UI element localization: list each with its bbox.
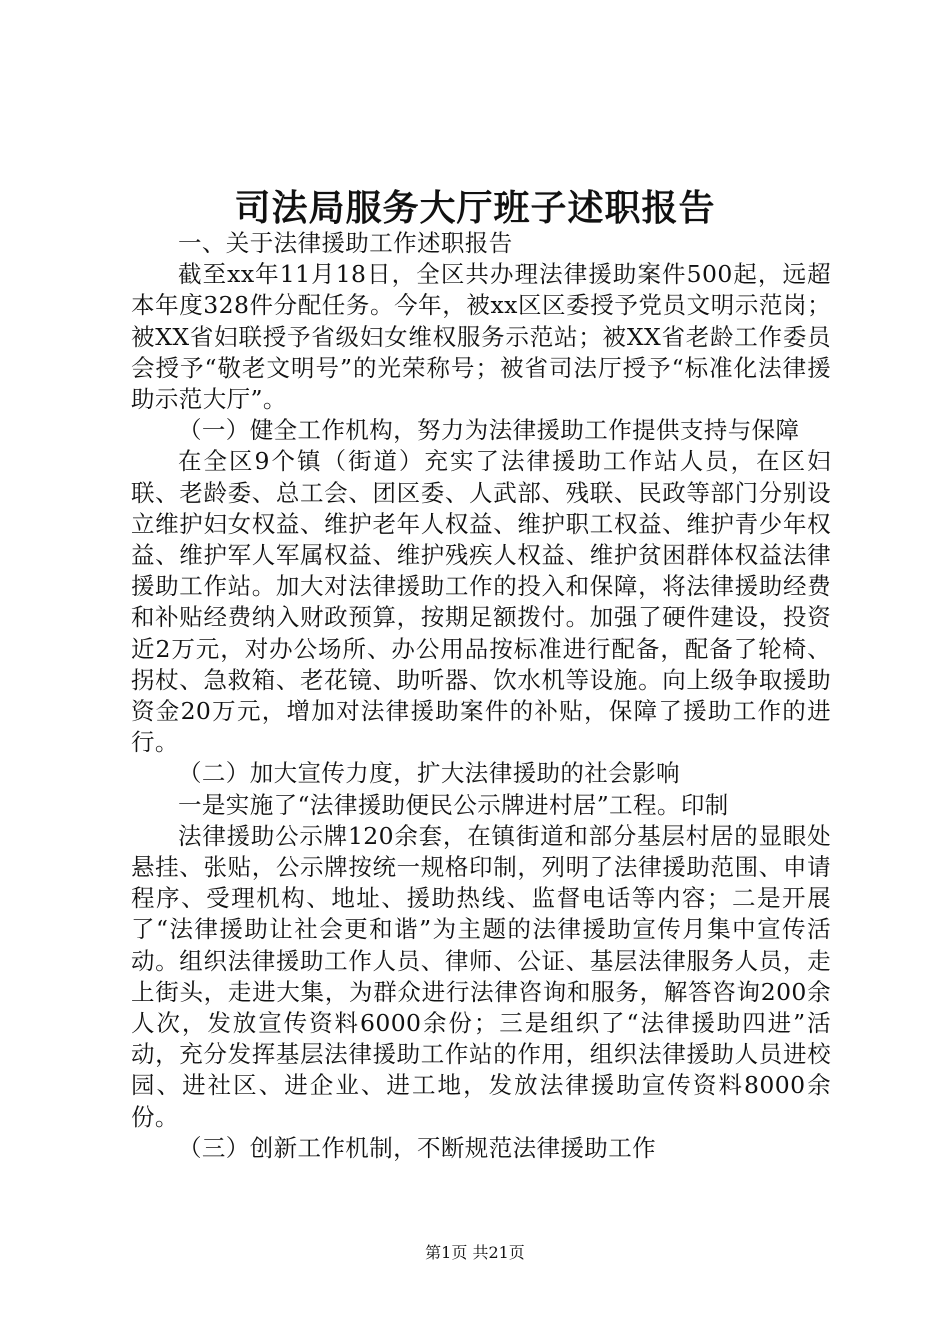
section-heading-legal-aid: 一、关于法律援助工作述职报告 bbox=[178, 229, 513, 257]
document-title: 司法局服务大厅班子述职报告 bbox=[234, 187, 716, 229]
paragraph-institutions: 在全区9个镇（街道）充实了法律援助工作站人员，在区妇联、老龄委、总工会、团区委、人武部、残联、民政等部门分别设立维护妇女权益、维护老年人权益、维护职工权益、维护青少年权益、维护军人军属权益、维护残疾人权益、维护贫困群体权益法律援助工作站。加大对法律援助工作的投入和保障，将法律援助经费和补贴经费纳入财政预算，按期足额拨付。加强了硬件建设，投资近2万元，对办公场所、办公用品按标准进行配备，配备了轮椅、拐杖、急救箱、老花镜、助听器、饮水机等设施。向上级争取援助资金20万元，增加对法律援助案件的补贴，保障了援助工作的进行。 bbox=[131, 447, 831, 757]
subsection-heading-2: （二）加大宣传力度，扩大法律援助的社会影响 bbox=[178, 759, 680, 788]
page-footer: 第1页 共21页 bbox=[425, 1243, 525, 1262]
paragraph-summary: 截至xx年11月18日，全区共办理法律援助案件500起，远超本年度328件分配任务。今年，被xx区区委授予党员文明示范岗；被XX省妇联授予省级妇女维权服务示范站；被XX省老龄工作委员会授予“敬老文明号”的光荣称号；被省司法厅授予“标准化法律援助示范大厅”。 bbox=[131, 260, 831, 414]
paragraph-publicity-detail: 法律援助公示牌120余套，在镇街道和部分基层村居的显眼处悬挂、张贴，公示牌按统一规格印制，列明了法律援助范围、申请程序、受理机构、地址、援助热线、监督电话等内容；二是开展了“法律援助让社会更和谐”为主题的法律援助宣传月集中宣传活动。组织法律援助工作人员、律师、公证、基层法律服务人员，走上街头，走进大集，为群众进行法律咨询和服务，解答咨询200余人次，发放宣传资料6000余份；三是组织了“法律援助四进”活动，充分发挥基层法律援助工作站的作用，组织法律援助人员进校园、进社区、进企业、进工地，发放法律援助宣传资料8000余份。 bbox=[131, 821, 831, 1131]
paragraph-publicity-intro: 一是实施了“法律援助便民公示牌进村居”工程。印制 bbox=[178, 790, 729, 819]
document-body bbox=[131, 228, 831, 1164]
subsection-heading-3: （三）创新工作机制，不断规范法律援助工作 bbox=[178, 1133, 656, 1162]
subsection-heading-1: （一）健全工作机构，努力为法律援助工作提供支持与保障 bbox=[178, 416, 800, 445]
